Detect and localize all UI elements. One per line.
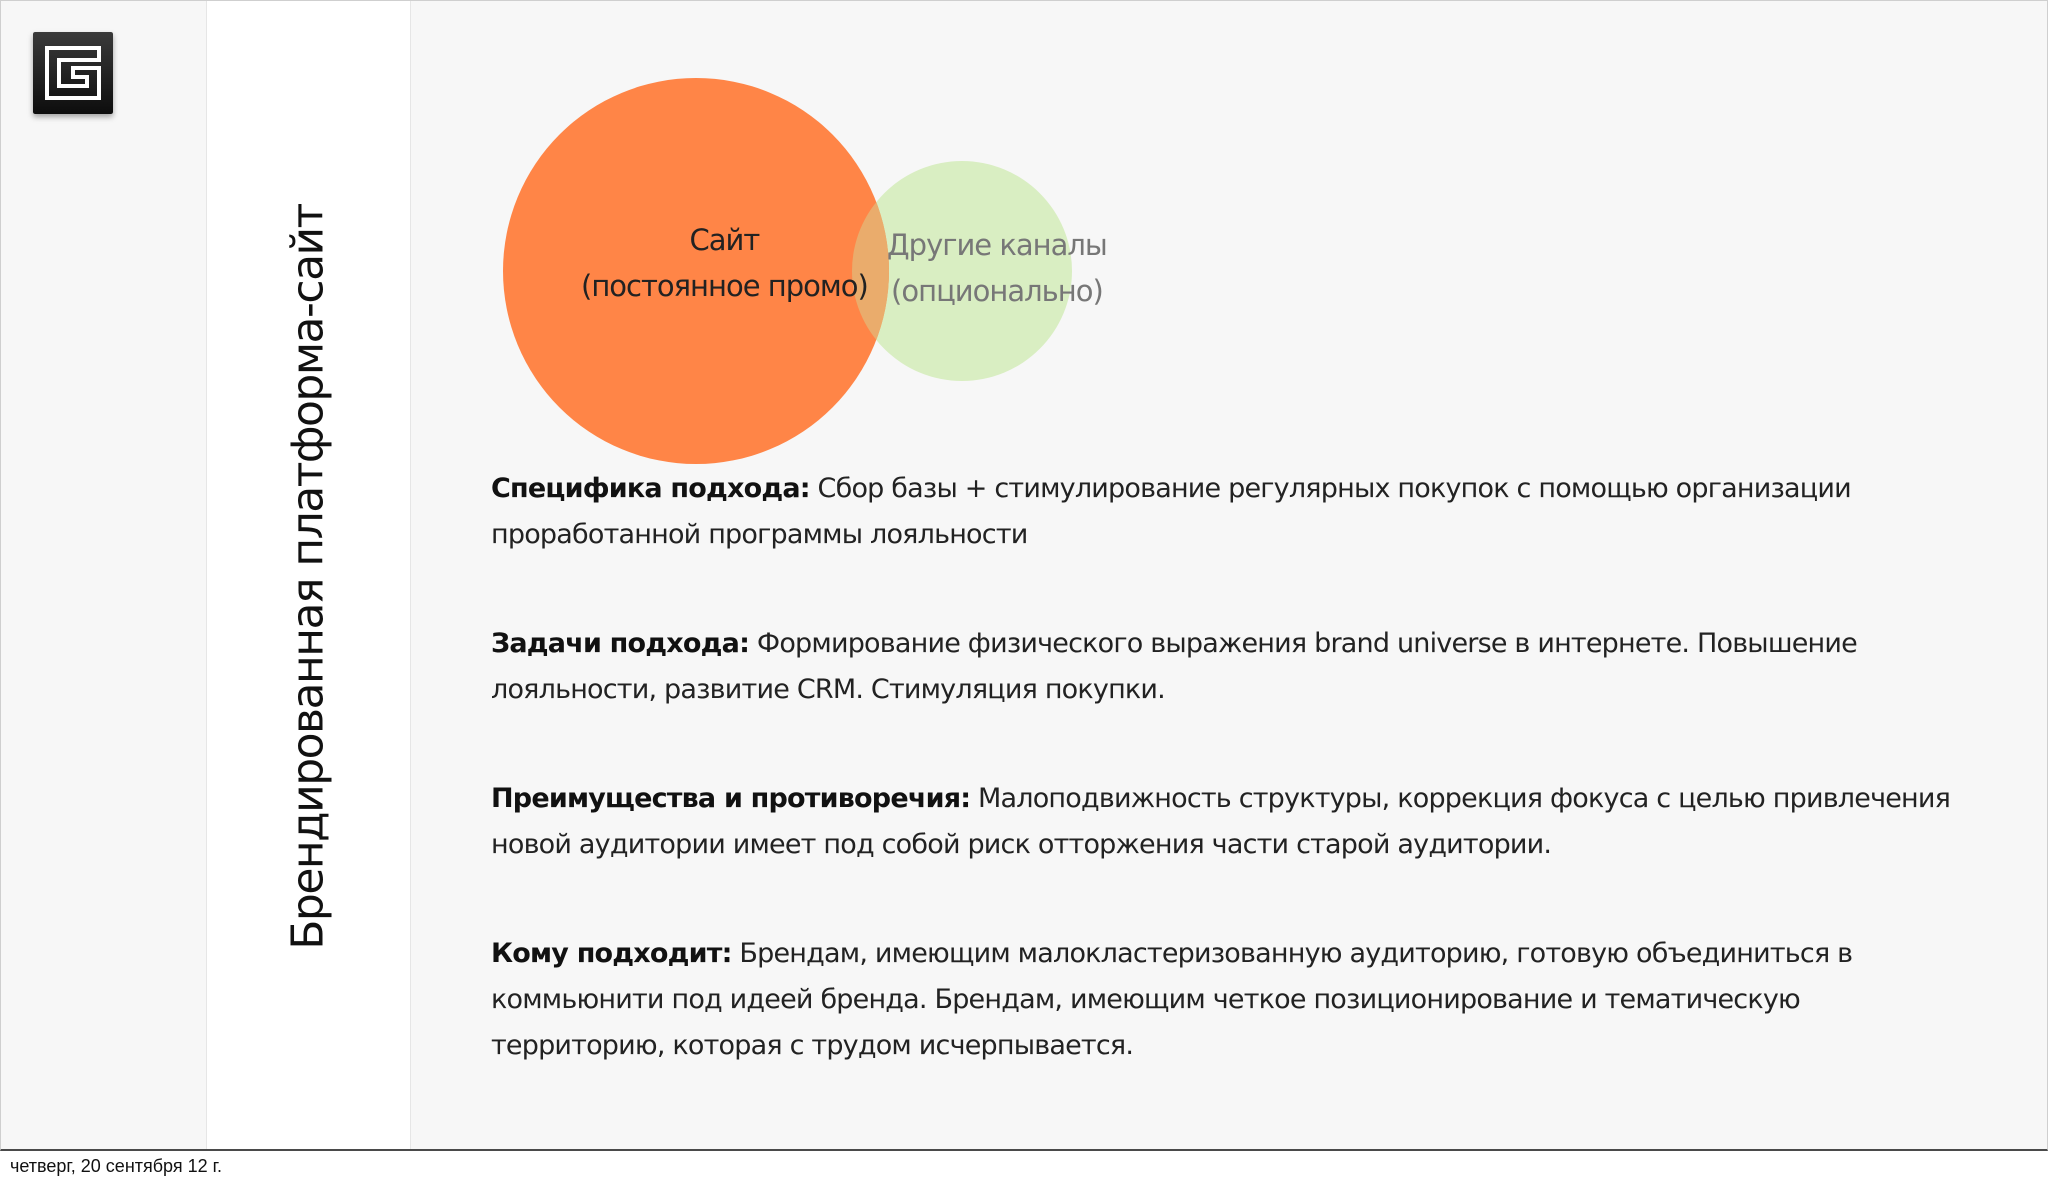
left-column (1, 1, 207, 1149)
footer-date: четверг, 20 сентября 12 г. (10, 1156, 223, 1176)
paragraph-lead: Задачи подхода: (491, 628, 750, 659)
paragraph-advantages (491, 776, 1971, 868)
venn-site-subtitle: (постоянное промо) (581, 269, 868, 303)
venn-label-other-channels (887, 222, 1107, 314)
paragraph-tasks (491, 621, 1971, 713)
paragraph-lead: Специфика подхода: (491, 473, 810, 504)
venn-other-subtitle: (опционально) (891, 274, 1103, 308)
paragraph-who-fits (491, 931, 1971, 1069)
paragraph-lead: Преимущества и противоречия: (491, 783, 971, 814)
slide-title: Брендированная платформа-сайт (282, 204, 334, 950)
paragraph-text: Формирование физического выражения brand universe в интернете. Повышение лояльности, развитие CRM. Стимуляция покупки. (491, 628, 1857, 705)
venn-site-title: Сайт (689, 223, 760, 257)
paragraph-text: Брендам, имеющим малокластеризованную аудиторию, готовую объединиться в коммьюнити под идеей бренда. Брендам, имеющим четкое позиционирование и тематическую территорию, которая с трудом исчерпывается. (491, 938, 1853, 1061)
paragraph-text: Малоподвижность структуры, коррекция фокуса с целью привлечения новой аудитории имеет под собой риск отторжения части старой аудитории. (491, 783, 1951, 860)
paragraph-specifics (491, 466, 1971, 558)
paragraph-text: Сбор базы + стимулирование регулярных покупок с помощью организации проработанной программы лояльности (491, 473, 1851, 550)
g-logo-icon (33, 32, 113, 114)
venn-label-site (581, 217, 868, 309)
venn-other-title: Другие каналы (887, 228, 1107, 262)
paragraph-lead: Кому подходит: (491, 938, 732, 969)
